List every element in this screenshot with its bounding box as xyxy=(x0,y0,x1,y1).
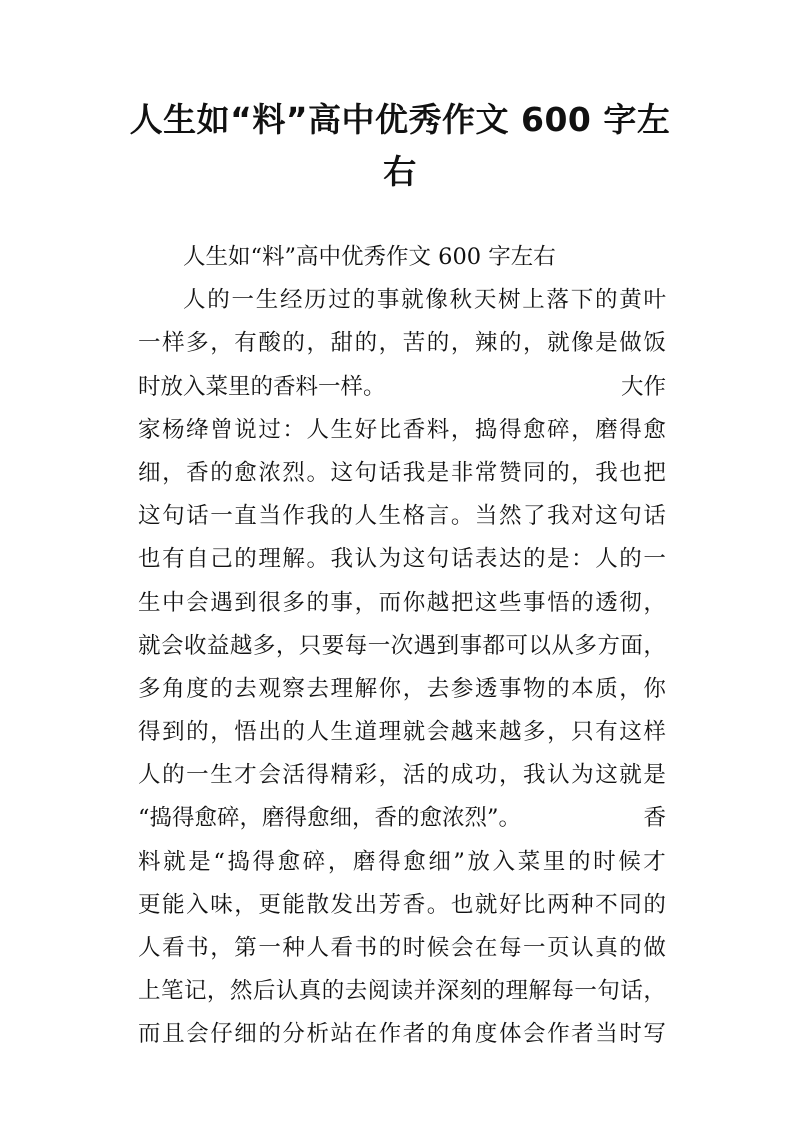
body-line xyxy=(138,452,666,495)
body-line-text: 人 的 一 生 才 会 活 得 精 彩 ， 活 的 成 功 ， 我 认 为 这 就 是 xyxy=(138,762,666,789)
body-line-tail: 大作 xyxy=(620,373,666,400)
body-line-text: 上 笔 记 ， 然 后 认 真 的 去 阅 读 并 深 刻 的 理 解 每 一 句 话 ， xyxy=(138,978,666,1005)
body-line-text: 家 杨 绛 曾 说 过 ： 人 生 好 比 香 料 ， 捣 得 愈 碎 ， 磨 得 愈 xyxy=(138,416,666,443)
body-line-text: 这 句 话 一 直 当 作 我 的 人 生 格 言 。 当 然 了 我 对 这 句 话 xyxy=(138,503,666,530)
body-line-text: 多 角 度 的 去 观 察 去 理 解 你 ， 去 参 透 事 物 的 本 质 ， 你 xyxy=(138,675,666,702)
body-line xyxy=(138,366,666,409)
body-line-text: 得 到 的 ， 悟 出 的 人 生 道 理 就 会 越 来 越 多 ， 只 有 这 样 xyxy=(138,719,666,746)
body-line xyxy=(138,538,666,581)
body-line xyxy=(138,409,666,452)
document-title-line-2: 右 xyxy=(383,152,417,191)
body-line xyxy=(138,1013,666,1056)
body-line xyxy=(138,797,666,840)
body-line xyxy=(138,711,666,754)
body-line-text: 也 有 自 己 的 理 解 。 我 认 为 这 句 话 表 达 的 是 ： 人 的 一 xyxy=(138,546,666,573)
body-line xyxy=(138,927,666,970)
document-title-line-1: 人生如“料”高中优秀作文 600 字左 xyxy=(129,100,671,139)
body-line-text: 料 就 是 “ 捣 得 愈 碎 ， 磨 得 愈 细 ” 放 入 菜 里 的 时 候 才 xyxy=(138,848,666,875)
body-line-text: 就 会 收 益 越 多 ， 只 要 每 一 次 遇 到 事 都 可 以 从 多 方 面 ， xyxy=(138,632,666,659)
body-line xyxy=(138,668,666,711)
body-line xyxy=(138,582,666,625)
body-line-text: 而 且 会 仔 细 的 分 析 站 在 作 者 的 角 度 体 会 作 者 当 时 写 xyxy=(138,1021,666,1048)
body-line-text: 人 的 一 生 经 历 过 的 事 就 像 秋 天 树 上 落 下 的 黄 叶 xyxy=(183,287,666,314)
body-line xyxy=(138,884,666,927)
body-line-tail: 香 xyxy=(643,805,666,832)
document-body xyxy=(138,236,666,1057)
document-title xyxy=(120,94,680,198)
body-line-text: 一 样 多 ， 有 酸 的 ， 甜 的 ， 苦 的 ， 辣 的 ， 就 像 是 做 饭 xyxy=(138,330,666,357)
body-line-text: 人 看 书 ， 第 一 种 人 看 书 的 时 候 会 在 每 一 页 认 真 的 做 xyxy=(138,935,666,961)
body-line xyxy=(138,495,666,538)
body-line xyxy=(138,279,666,322)
body-line xyxy=(138,236,666,279)
body-line-text: 细 ， 香 的 愈 浓 烈 。 这 句 话 我 是 非 常 赞 同 的 ， 我 也 把 xyxy=(138,459,666,486)
body-line-text: 生 中 会 遇 到 很 多 的 事 ， 而 你 越 把 这 些 事 悟 的 透 彻 ， xyxy=(138,589,666,616)
body-line-text: 时放入菜里的香料一样。 xyxy=(138,373,386,400)
body-line-text: 人生如“料”高中优秀作文 600 字左右 xyxy=(183,244,556,270)
body-line xyxy=(138,754,666,797)
body-line xyxy=(138,322,666,365)
body-line-text: 更 能 入 味 ， 更 能 散 发 出 芳 香 。 也 就 好 比 两 种 不 同 的 xyxy=(138,891,666,918)
body-line xyxy=(138,625,666,668)
body-line-text: “捣得愈碎，磨得愈细，香的愈浓烈”。 xyxy=(138,805,522,832)
body-line xyxy=(138,970,666,1013)
body-line xyxy=(138,841,666,884)
